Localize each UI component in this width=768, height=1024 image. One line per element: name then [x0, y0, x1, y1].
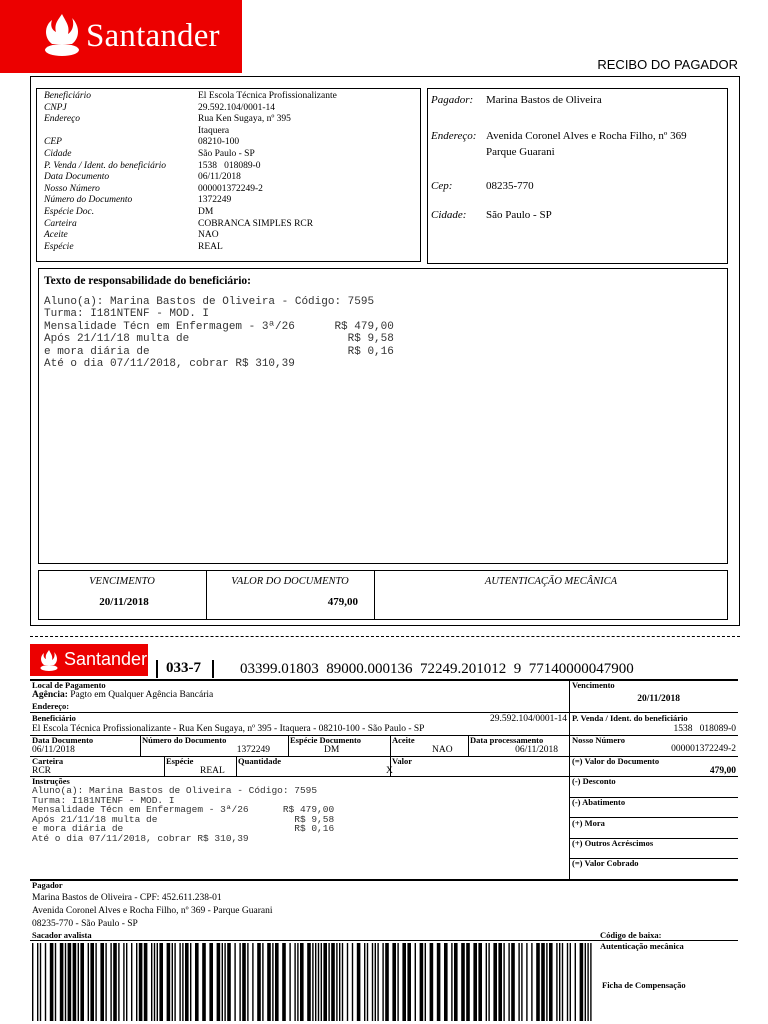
- beneficiary-row-value: REAL: [198, 241, 223, 252]
- barcode-bar: [315, 943, 316, 1021]
- barcode-bar: [407, 943, 411, 1021]
- beneficiary-row: [44, 219, 419, 231]
- barcode-bar: [55, 943, 56, 1021]
- date-row-sep-1: [140, 735, 141, 756]
- slip-accept-label: Aceite: [392, 735, 415, 745]
- barcode-bar: [367, 943, 368, 1021]
- slip-auth-label: Autenticação mecânica: [600, 941, 684, 951]
- barcode-bar: [382, 943, 383, 1021]
- beneficiary-row: [44, 242, 419, 254]
- payment-place-label: Local de Pagamento: [32, 680, 106, 690]
- barcode-bar: [242, 943, 246, 1021]
- slip-doc-value-label: (=) Valor do Documento: [572, 756, 660, 766]
- due-date-label: VENCIMENTO: [89, 576, 155, 587]
- slip-form-label: Ficha de Compensação: [602, 980, 686, 990]
- barcode-bar: [570, 943, 571, 1021]
- barcode-bar: [123, 943, 124, 1021]
- barcode-bar: [297, 943, 298, 1021]
- slip-doc-date-label: Data Documento: [32, 735, 94, 745]
- barcode-bar: [498, 943, 502, 1021]
- barcode-bar: [139, 943, 143, 1021]
- barcode-bar: [342, 943, 343, 1021]
- slip-fine-label: (+) Mora: [572, 818, 605, 828]
- barcode-bar: [518, 943, 519, 1021]
- barcode-bar: [549, 943, 553, 1021]
- digitable-line: 03399.01803 89000.000136 72249.201012 9 77140000047900: [240, 661, 634, 677]
- barcode-bar: [336, 943, 337, 1021]
- barcode-bar: [454, 943, 458, 1021]
- responsibility-line: Mensalidade Técn em Enfermagem - 3ª/26 R$ 479,00: [44, 320, 394, 333]
- barcode-bar: [300, 943, 304, 1021]
- slip-doc-number-label: Número do Documento: [142, 735, 227, 745]
- barcode-bar: [377, 943, 378, 1021]
- barcode-bar: [511, 943, 515, 1021]
- barcode-bar: [420, 943, 424, 1021]
- instruction-line: Após 21/11/18 multa de R$ 9,58: [32, 813, 335, 825]
- slip-value-x: X: [386, 766, 393, 776]
- barcode-bar: [493, 943, 497, 1021]
- barcode-bar: [272, 943, 273, 1021]
- slip-quantity-label: Quantidade: [238, 756, 281, 766]
- barcode-bar: [425, 943, 426, 1021]
- barcode-bar: [172, 943, 173, 1021]
- barcode-bar: [136, 943, 137, 1021]
- slip-accept-value: NAO: [432, 745, 453, 755]
- barcode-bar: [318, 943, 319, 1021]
- barcode-bar: [307, 943, 311, 1021]
- barcode-bar: [385, 943, 389, 1021]
- barcode-bar: [536, 943, 540, 1021]
- barcode-bar: [113, 943, 117, 1021]
- barcode-bar: [372, 943, 373, 1021]
- barcode-bar: [294, 943, 295, 1021]
- barcode-bar: [590, 943, 591, 1021]
- beneficiary-row-value: 1538 018089-0: [198, 160, 261, 171]
- barcode-bar: [257, 943, 261, 1021]
- beneficiary-row-value: Rua Ken Sugaya, nº 395: [198, 114, 291, 125]
- slip-instructions: [32, 786, 334, 844]
- beneficiary-row-label: Espécie Doc.: [44, 206, 95, 217]
- beneficiary-row: [44, 172, 419, 184]
- beneficiary-row-value: El Escola Técnica Profissionalizante: [198, 91, 337, 101]
- document-value: 479,00: [327, 596, 358, 608]
- barcode-bar: [80, 943, 84, 1021]
- slip-doc-value-value: 479,00: [709, 766, 736, 776]
- slip-deduction-label: (-) Abatimento: [572, 797, 626, 807]
- barcode-bar: [546, 943, 547, 1021]
- beneficiary-row: [44, 137, 419, 149]
- payer-cep-value: 08235-770: [486, 180, 534, 192]
- slip-our-number-value: 000001372249-2: [671, 744, 736, 754]
- bank-code: 033-7: [166, 660, 201, 676]
- barcode-bar: [95, 943, 96, 1021]
- barcode-bar: [321, 943, 322, 1021]
- barcode-bar: [526, 943, 527, 1021]
- slip-payer-line3: 08235-770 - São Paulo - SP: [32, 919, 138, 929]
- barcode-bar: [352, 943, 353, 1021]
- barcode-bar: [541, 943, 545, 1021]
- responsibility-line: Após 21/11/18 multa de R$ 9,58: [44, 333, 394, 346]
- barcode-bar: [247, 943, 248, 1021]
- payer-address-label: Endereço:: [431, 130, 477, 142]
- barcode-bar: [486, 943, 487, 1021]
- beneficiary-row-label: Cidade: [44, 148, 72, 159]
- slip-payer-line1: Marina Bastos de Oliveira - CPF: 452.611.238-01: [32, 893, 222, 903]
- slip-payer-line2: Avenida Coronel Alves e Rocha Filho, nº 369 - Parque Guarani: [32, 906, 273, 916]
- beneficiary-row-label: P. Venda / Ident. do beneficiário: [44, 160, 166, 171]
- barcode-bar: [357, 943, 361, 1021]
- barcode-bar: [402, 943, 406, 1021]
- slip-writeoff-label: Código de baixa:: [600, 930, 662, 940]
- date-row-sep-2: [288, 735, 289, 756]
- beneficiary-row-label: [44, 126, 198, 138]
- barcode-bar: [217, 943, 221, 1021]
- beneficiary-row-label: Data Documento: [44, 172, 110, 183]
- beneficiary-row: [44, 207, 419, 219]
- barcode-bar: [521, 943, 522, 1021]
- barcode-bar: [131, 943, 132, 1021]
- barcode-bar: [415, 943, 416, 1021]
- responsibility-line: Até o dia 07/11/2018, cobrar R$ 310,39: [44, 358, 295, 371]
- instruction-line: Até o dia 07/11/2018, cobrar R$ 310,39: [32, 832, 249, 844]
- slip-species-label: Espécie: [166, 756, 194, 766]
- barcode-bar: [73, 943, 77, 1021]
- slip-due-label: Vencimento: [572, 680, 615, 690]
- payer-address-line1: Avenida Coronel Alves e Rocha Filho, nº 369: [486, 130, 687, 142]
- barcode-bar: [252, 943, 253, 1021]
- slip-beneficiary-label: Beneficiário: [32, 713, 76, 723]
- payer-label: Pagador:: [431, 94, 474, 106]
- beneficiary-row: [44, 195, 419, 207]
- beneficiary-row-value: 1372249: [198, 195, 232, 206]
- barcode-bar: [190, 943, 191, 1021]
- barcode-bar: [531, 943, 532, 1021]
- barcode-bar: [562, 943, 563, 1021]
- barcode-bar: [575, 943, 576, 1021]
- date-row-sep-3: [390, 735, 391, 756]
- responsibility-line: Aluno(a): Marina Bastos de Oliveira - Código: 7595: [44, 296, 375, 308]
- date-row-sep-4: [468, 735, 469, 756]
- barcode-bar: [167, 943, 171, 1021]
- beneficiary-row: [44, 126, 419, 138]
- barcode-bar: [461, 943, 465, 1021]
- cut-line: [30, 636, 740, 637]
- barcode-bar: [154, 943, 155, 1021]
- barcode-bar: [40, 943, 41, 1021]
- beneficiary-row-value: NAO: [198, 230, 219, 241]
- barcode-bar: [37, 943, 38, 1021]
- barcode-bar: [323, 943, 327, 1021]
- barcode-bar: [144, 943, 148, 1021]
- beneficiary-row-label: Número do Documento: [44, 195, 133, 206]
- slip-processing-date-value: 06/11/2018: [515, 745, 558, 755]
- barcode-bar: [32, 943, 33, 1021]
- beneficiary-row-label: Endereço: [44, 114, 81, 125]
- barcode-bar: [503, 943, 504, 1021]
- beneficiary-row-label: Carteira: [44, 218, 77, 229]
- barcode-bar: [262, 943, 263, 1021]
- barcode-bar: [437, 943, 441, 1021]
- slip-doc-kind-label: Espécie Documento: [290, 735, 362, 745]
- santander-logo: [0, 0, 242, 73]
- slip-discount-label: (-) Desconto: [572, 776, 616, 786]
- beneficiary-row-value: 29.592.104/0001-14: [198, 102, 276, 113]
- santander-flame-icon: [44, 12, 80, 58]
- payer-address-line2: Parque Guarani: [486, 146, 555, 158]
- agency-label: Agência:: [32, 690, 68, 700]
- beneficiary-row-label: CEP: [44, 137, 62, 148]
- slip-value-label: Valor: [392, 756, 412, 766]
- payer-city-value: São Paulo - SP: [486, 209, 552, 221]
- barcode-bar: [430, 943, 434, 1021]
- barcode-bar: [451, 943, 452, 1021]
- responsibility-line: Turma: I181NTENF - MOD. I: [44, 308, 210, 321]
- slip-top-line: [30, 679, 738, 681]
- barcode-bar: [209, 943, 213, 1021]
- brand-name: Santander: [86, 18, 220, 54]
- beneficiary-row: [44, 91, 419, 103]
- beneficiary-row-label: Aceite: [44, 230, 68, 241]
- payer-box: [427, 88, 728, 264]
- instruction-line: Mensalidade Técn em Enfermagem - 3ª/26 R$ 479,00: [32, 804, 335, 816]
- bank-code-sep-left: [156, 660, 158, 678]
- barcode-bar: [78, 943, 79, 1021]
- slip-doc-kind-value: DM: [324, 745, 340, 755]
- barcode-bar: [195, 943, 199, 1021]
- barcode-bar: [100, 943, 104, 1021]
- beneficiary-row: [44, 184, 419, 196]
- barcode-bar: [234, 943, 235, 1021]
- barcode-bar: [118, 943, 119, 1021]
- instruction-line: Turma: I181NTENF - MOD. I: [32, 794, 175, 806]
- barcode-bar: [185, 943, 189, 1021]
- beneficiary-row: [44, 114, 419, 126]
- slip-doc-date-value: 06/11/2018: [32, 745, 75, 755]
- slip-payer-label: Pagador: [32, 880, 63, 890]
- barcode-bar: [282, 943, 286, 1021]
- barcode-bar: [202, 943, 206, 1021]
- beneficiary-row: [44, 149, 419, 161]
- slip-our-number-label: Nosso Número: [572, 735, 625, 745]
- slip-address-label: Endereço:: [32, 701, 70, 711]
- beneficiary-row-label: Beneficiário: [44, 91, 91, 101]
- barcode-bar: [179, 943, 180, 1021]
- beneficiary-row-value: COBRANCA SIMPLES RCR: [198, 218, 314, 229]
- barcode-bar: [392, 943, 396, 1021]
- payer-cep-label: Cep:: [431, 180, 453, 192]
- beneficiary-row-value: 06/11/2018: [198, 172, 241, 183]
- slip-species-value: REAL: [200, 766, 225, 776]
- wallet-row-sep-2: [236, 756, 237, 776]
- responsibility-text: [44, 296, 394, 370]
- slip-processing-date-label: Data processamento: [470, 735, 544, 745]
- barcode-bar: [222, 943, 223, 1021]
- barcode-bar: [466, 943, 470, 1021]
- santander-flame-icon: [38, 649, 60, 672]
- slip-line-5: [30, 879, 738, 881]
- slip-wallet-label: Carteira: [32, 756, 64, 766]
- barcode-bar: [328, 943, 329, 1021]
- barcode-bar: [585, 943, 586, 1021]
- barcode-bar: [267, 943, 271, 1021]
- barcode-bar: [339, 943, 340, 1021]
- payer-name: Marina Bastos de Oliveira: [486, 94, 602, 106]
- beneficiary-rows: [44, 91, 419, 253]
- barcode-bar: [157, 943, 158, 1021]
- slip-guarantor-label: Sacador avalista: [32, 930, 92, 940]
- beneficiary-row-value: DM: [198, 206, 214, 217]
- slip-brand-name: Santander: [64, 649, 148, 669]
- barcode-bar: [159, 943, 163, 1021]
- barcode-bar: [478, 943, 482, 1021]
- mechanical-auth-label: AUTENTICAÇÃO MECÂNICA: [484, 576, 618, 587]
- slip-right-column: [569, 679, 570, 880]
- barcode-bar: [347, 943, 348, 1021]
- beneficiary-row: [44, 230, 419, 242]
- barcode-bar: [312, 943, 313, 1021]
- barcode-bar: [182, 943, 183, 1021]
- beneficiary-row-label: Nosso Número: [44, 183, 100, 194]
- bank-code-sep-right: [212, 660, 214, 678]
- document-value-label: VALOR DO DOCUMENTO: [231, 576, 349, 587]
- barcode-bar: [397, 943, 398, 1021]
- instruction-line: Aluno(a): Marina Bastos de Oliveira - Código: 7595: [32, 785, 318, 796]
- barcode-bar: [331, 943, 335, 1021]
- barcode-bar: [587, 943, 588, 1021]
- slip-beneficiary-value: El Escola Técnica Profissionalizante - Rua Ken Sugaya, nº 395 - Itaquera - 08210-100 - São Paulo - SP: [32, 724, 425, 734]
- beneficiary-row-value: 08210-100: [198, 137, 240, 148]
- barcode-bar: [239, 943, 240, 1021]
- barcode-bar: [275, 943, 279, 1021]
- barcode-bar: [444, 943, 448, 1021]
- barcode-bar: [174, 943, 175, 1021]
- barcode-bar: [473, 943, 477, 1021]
- slip-other-label: (+) Outros Acréscimos: [572, 838, 654, 848]
- beneficiary-row: [44, 103, 419, 115]
- barcode-bar: [227, 943, 231, 1021]
- barcode-bar: [151, 943, 152, 1021]
- beneficiary-row-label: Espécie: [44, 241, 74, 252]
- barcode-bar: [126, 943, 127, 1021]
- slip-line-4: [30, 776, 738, 777]
- responsibility-title: Texto de responsabilidade do beneficiário:: [44, 275, 252, 287]
- slip-line-2: [30, 735, 738, 736]
- beneficiary-row-value: Itaquera: [198, 125, 230, 136]
- barcode-bar: [224, 943, 225, 1021]
- beneficiary-row: [44, 161, 419, 173]
- slip-wallet-value: RCR: [32, 766, 52, 776]
- due-date-value: 20/11/2018: [99, 596, 149, 608]
- wallet-row-sep-1: [164, 756, 165, 776]
- slip-instructions-label: Instruções: [32, 776, 70, 786]
- barcode-bar: [65, 943, 66, 1021]
- barcode-bar: [90, 943, 94, 1021]
- barcode-bar: [45, 943, 46, 1021]
- beneficiary-row-value: São Paulo - SP: [198, 148, 255, 159]
- barcode-bar: [110, 943, 111, 1021]
- barcode-bar: [488, 943, 489, 1021]
- barcode-bar: [364, 943, 365, 1021]
- beneficiary-row-label: CNPJ: [44, 102, 67, 113]
- slip-beneficiary-cnpj: 29.592.104/0001-14: [489, 714, 567, 724]
- barcode: [32, 943, 592, 1021]
- beneficiary-row-value: 000001372249-2: [198, 183, 263, 194]
- barcode-bar: [375, 943, 376, 1021]
- slip-doc-number-value: 1372249: [236, 745, 270, 755]
- payer-city-label: Cidade:: [431, 209, 467, 221]
- slip-pv-label: P. Venda / Ident. do beneficiário: [572, 713, 688, 723]
- agency-value: Pagto em Qualquer Agência Bancária: [70, 690, 214, 700]
- barcode-bar: [508, 943, 509, 1021]
- agency-line: [32, 690, 213, 701]
- slip-santander-logo: [30, 644, 148, 676]
- barcode-bar: [50, 943, 54, 1021]
- barcode-bar: [60, 943, 64, 1021]
- responsibility-line: e mora diária de R$ 0,16: [44, 345, 394, 358]
- barcode-bar: [556, 943, 557, 1021]
- barcode-bar: [559, 943, 560, 1021]
- slip-due-value: 20/11/2018: [637, 694, 680, 704]
- barcode-bar: [289, 943, 290, 1021]
- receipt-title: RECIBO DO PAGADOR: [597, 57, 738, 72]
- barcode-bar: [580, 943, 584, 1021]
- barcode-bar: [68, 943, 72, 1021]
- instruction-line: e mora diária de R$ 0,16: [32, 823, 335, 835]
- barcode-bar: [105, 943, 106, 1021]
- slip-pv-value: 1538 018089-0: [673, 724, 736, 734]
- barcode-bar: [88, 943, 89, 1021]
- barcode-bar: [567, 943, 568, 1021]
- slip-charged-label: (=) Valor Cobrado: [572, 858, 639, 868]
